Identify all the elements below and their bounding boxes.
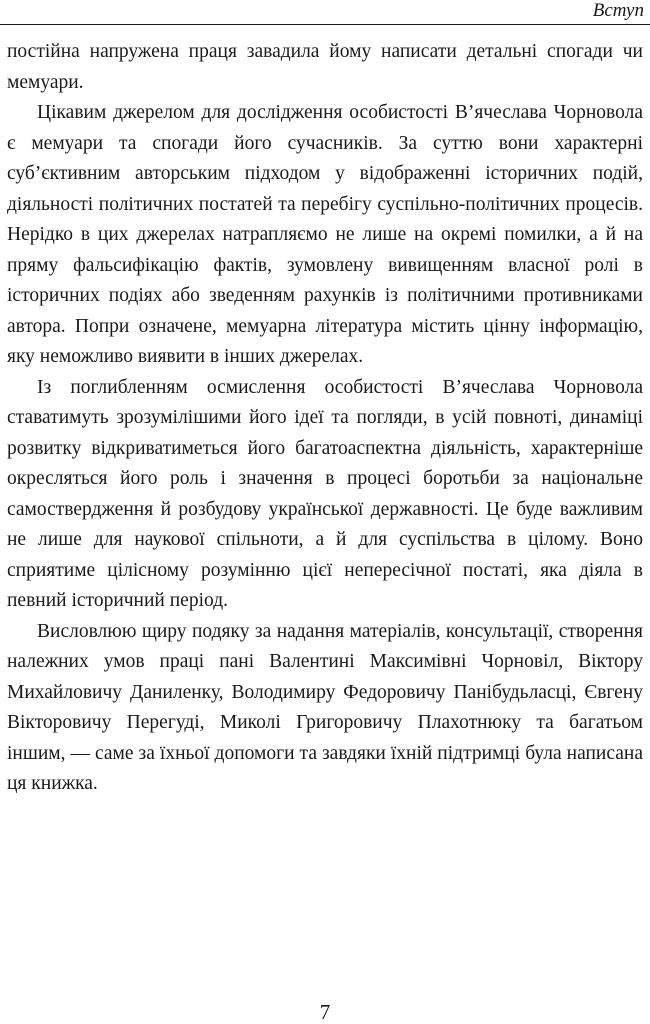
- paragraph-acknowledgements: Висловлюю щиру подяку за надання матеріалів, консультації, створення належних умов праці пані Валентині Максимівні Чорновіл, Віктору Михайловичу Даниленку, Володимиру Федоровичу Панібудьласці, Євгену Вікторовичу Перегуді, Миколі Григоровичу Плахотнюку та багатьом іншим, — саме за їхньої допомоги та завдяки їхній підтримці була написана ця книжка.: [7, 620, 643, 794]
- paragraph-deepening-understanding: Із поглибленням осмислення особистості В’ячеслава Чорновола ставатимуть зрозумілішими його ідеї та погляди, в усій повноті, динаміці розвитку відкриватиметься його багатоаспектна діяльність, характерніше окресляться його роль і значення в процесі боротьби за національне самоствердження й розбудову української державності. Це буде важливим не лише для наукової спільноти, а й для суспільства в цілому. Воно сприятиме цілісному розумінню цієї непересічної постаті, яка діяла в певний історичний період.: [7, 376, 643, 611]
- body-text: [7, 37, 643, 800]
- header-rule: [0, 24, 650, 25]
- paragraph-continuation: постійна напружена праця завадила йому написати детальні спогади чи мемуари.: [7, 41, 643, 93]
- running-title: Вступ: [592, 0, 644, 21]
- paragraph-memoirs-sources: Цікавим джерелом для дослідження особистості В’ячеслава Чорновола є мемуари та спогади його сучасників. За суттю вони характерні суб’єктивним авторським підходом у відображенні історичних подій, діяльності політичних постатей та перебігу суспільно-політичних процесів. Нерідко в цих джерелах натрапляємо не лише на окремі помилки, а й на пряму фальсифікацію фактів, зумовлену вивищенням власної ролі в історичних подіях або зведенням рахунків із політичними противниками автора. Попри означене, мемуарна література містить цінну інформацію, яку неможливо виявити в інших джерелах.: [7, 102, 643, 367]
- page-number: 7: [319, 1000, 331, 1024]
